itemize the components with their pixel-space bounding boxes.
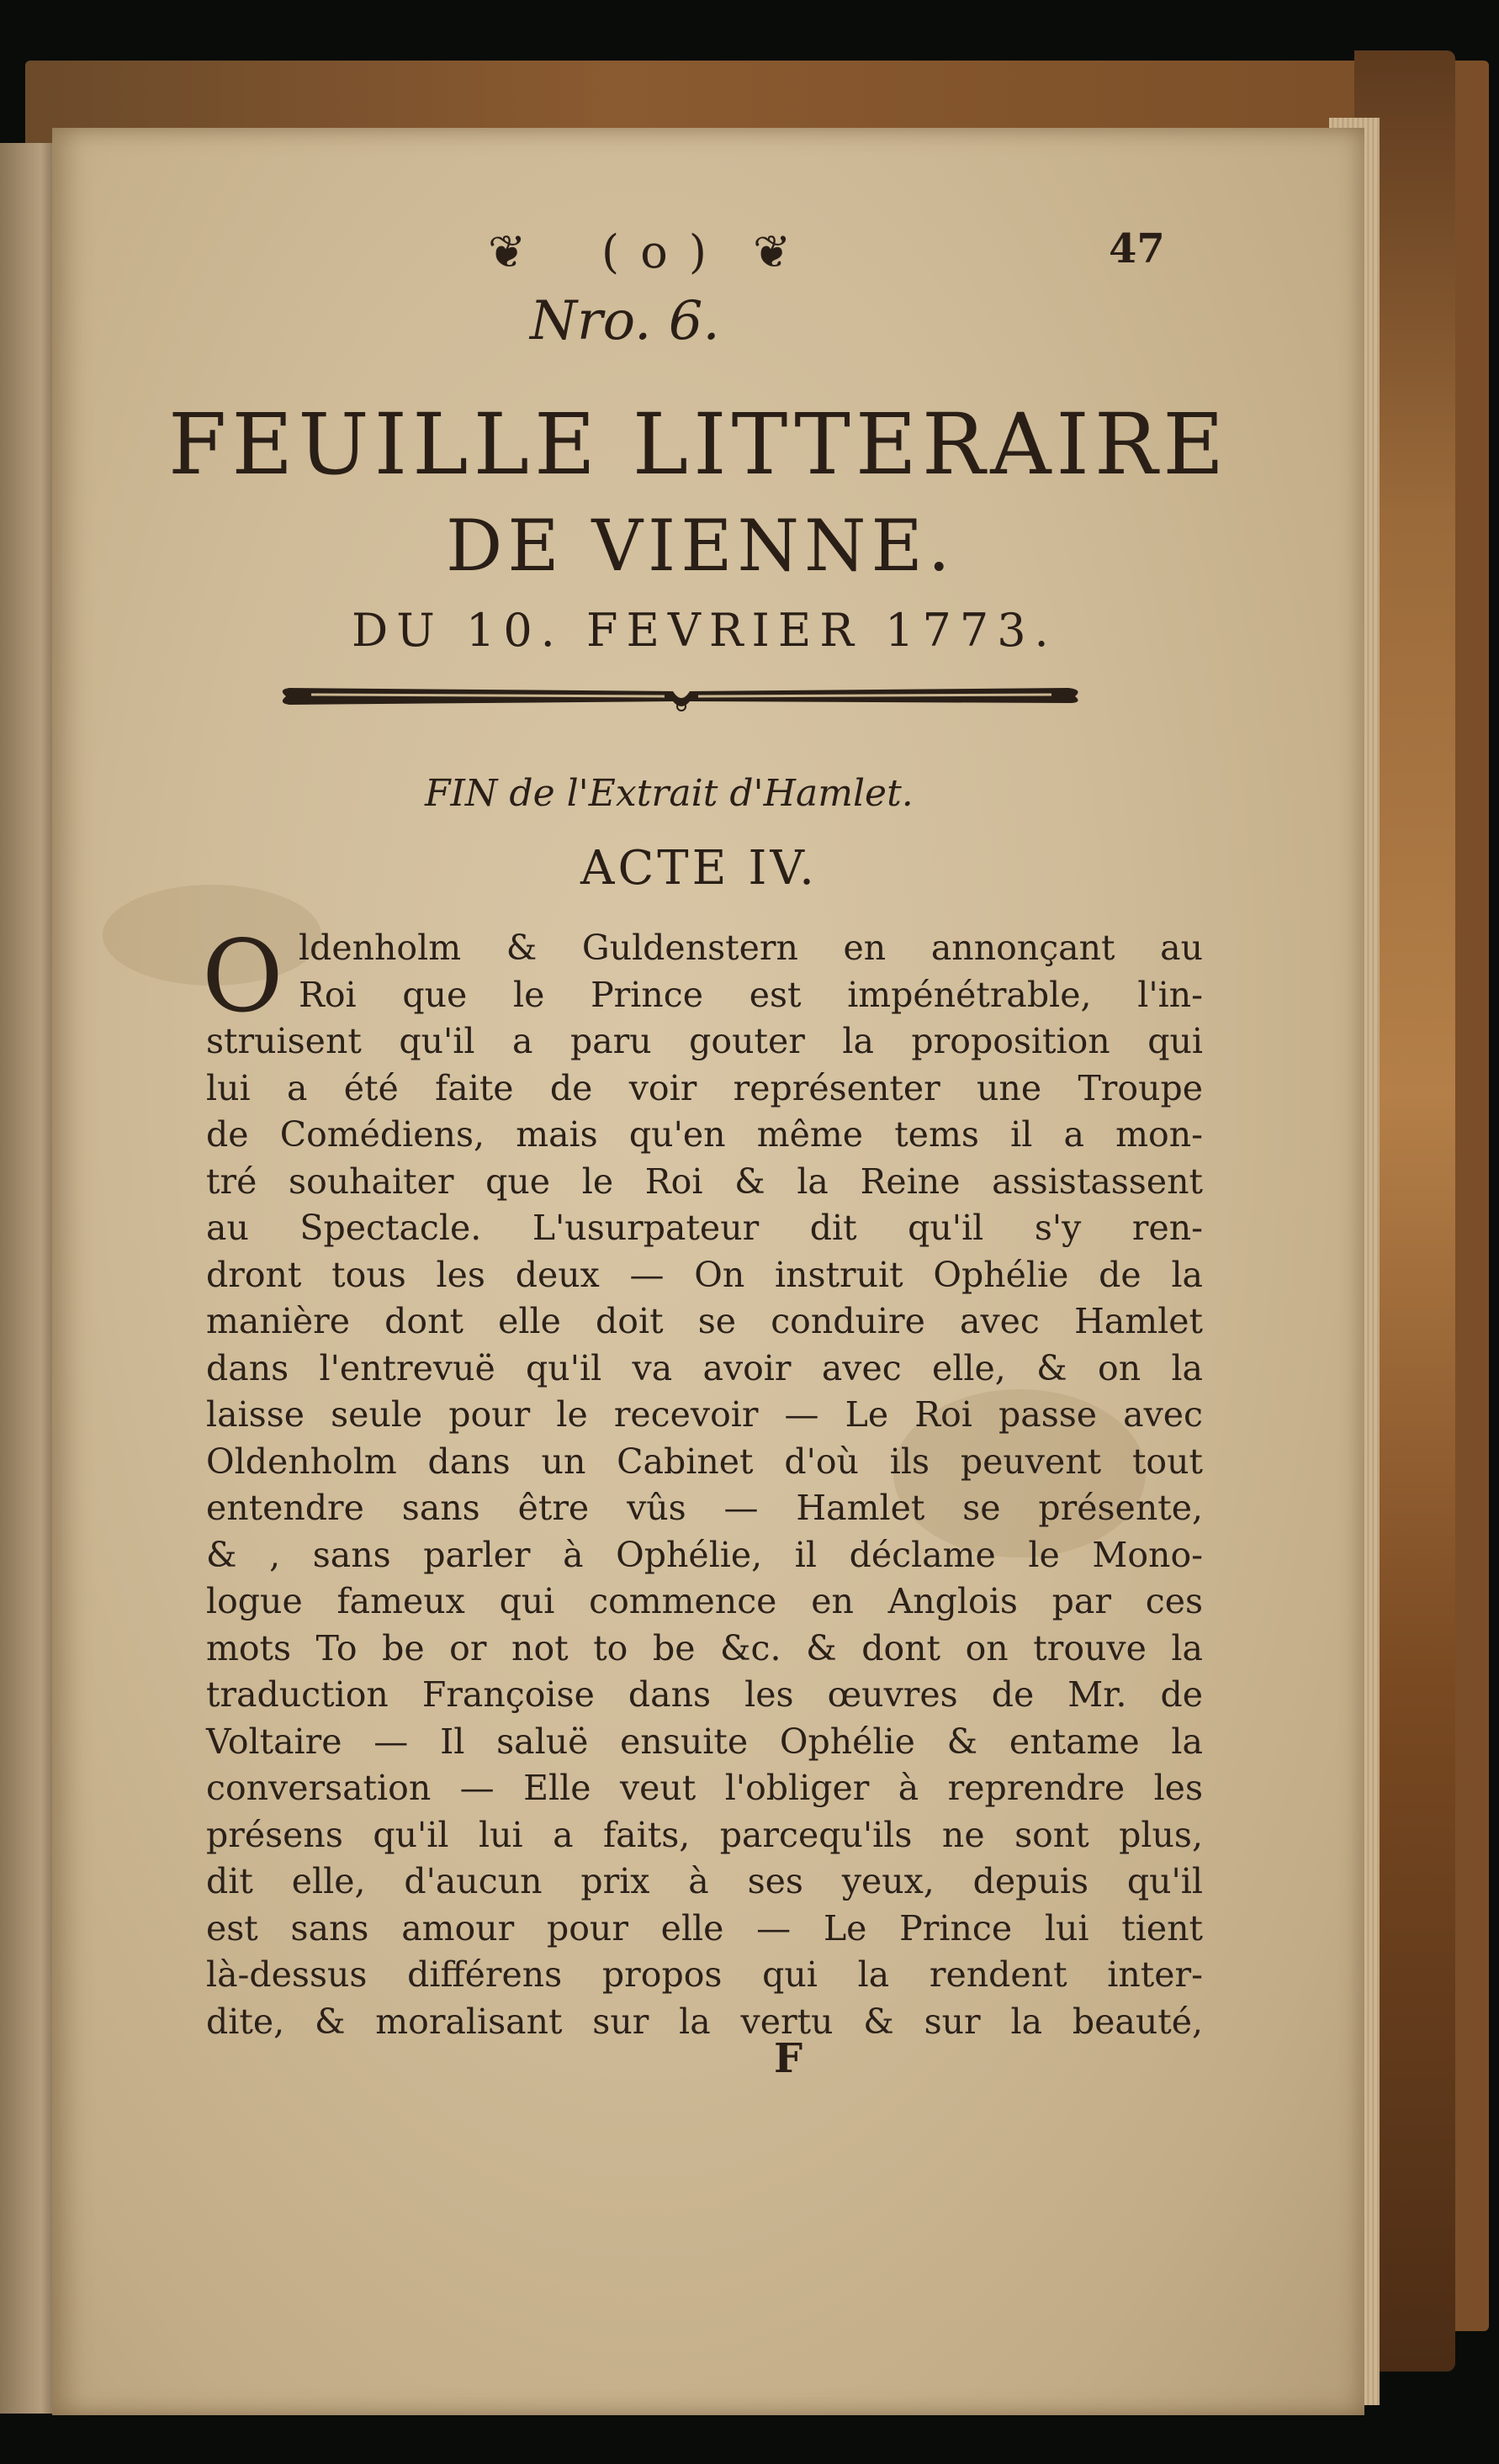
page-title: FEUILLE LITTERAIRE — [168, 395, 1230, 494]
text-line: dite, & moralisant sur la vertu & sur la beauté, — [206, 2001, 1203, 2042]
catchword: F — [774, 2035, 803, 2082]
facing-page-edge — [0, 143, 59, 2414]
text-line: & , sans parler à Ophélie, il déclame le Mono- — [206, 1534, 1203, 1575]
text-line: dans l'entrevuë qu'il va avoir avec elle, & on la — [206, 1347, 1203, 1388]
text-line: entendre sans être vûs — Hamlet se présente, — [206, 1488, 1203, 1528]
text-line: conversation — Elle veut l'obliger à reprendre les — [206, 1768, 1203, 1808]
text-line: ldenholm & Guldenstern en annonçant au — [299, 928, 1203, 968]
text-line: manière dont elle doit se conduire avec Hamlet — [206, 1301, 1203, 1341]
text-line: au Spectacle. L'usurpateur dit qu'il s'y ren- — [206, 1208, 1203, 1248]
text-line: dront tous les deux — On instruit Ophélie de la — [206, 1254, 1203, 1295]
text-line: traduction Françoise dans les œuvres de Mr. de — [206, 1674, 1203, 1715]
text-line: mots To be or not to be &c. & dont on trouve la — [206, 1627, 1203, 1668]
text-line: est sans amour pour elle — Le Prince lui tient — [206, 1907, 1203, 1948]
text-line: de Comédiens, mais qu'en même tems il a mon- — [206, 1114, 1203, 1155]
section-heading: FIN de l'Extrait d'Hamlet. — [425, 772, 914, 815]
text-line: lui a été faite de voir représenter une Troupe — [206, 1067, 1203, 1108]
issue-number: Nro. 6. — [530, 290, 720, 352]
text-line: là-dessus différens propos qui la rendent inter- — [206, 1954, 1203, 1995]
issue-date: DU 10. FEVRIER 1773. — [352, 604, 1057, 657]
ornamental-rule — [278, 679, 1085, 713]
text-line: Voltaire — Il saluë ensuite Ophélie & entame la — [206, 1721, 1203, 1762]
text-line: présens qu'il lui a faits, parcequ'ils ne sont plus, — [206, 1814, 1203, 1855]
fleuron-right-icon: ❦ — [753, 225, 792, 278]
body-text — [206, 925, 1203, 2045]
text-line: logue fameux qui commence en Anglois par ces — [206, 1581, 1203, 1621]
text-line: laisse seule pour le recevoir — Le Roi passe avec — [206, 1394, 1203, 1435]
text-line: Oldenholm dans un Cabinet d'où ils peuvent tout — [206, 1441, 1203, 1482]
text-line: tré souhaiter que le Roi & la Reine assistassent — [206, 1161, 1203, 1202]
folio-mark: ( o ) — [601, 225, 710, 278]
drop-cap: O — [202, 918, 283, 1034]
text-line: dit elle, d'aucun prix à ses yeux, depuis qu'il — [206, 1861, 1203, 1901]
page-number: 47 — [1109, 225, 1165, 272]
text-line: struisent qu'il a paru gouter la proposition qui — [206, 1021, 1203, 1061]
text-line: Roi que le Prince est impénétrable, l'in- — [299, 974, 1203, 1015]
act-heading: ACTE IV. — [580, 841, 818, 896]
fleuron-left-icon: ❦ — [488, 225, 527, 278]
page-subtitle: DE VIENNE. — [446, 505, 956, 587]
running-header — [421, 223, 1178, 282]
